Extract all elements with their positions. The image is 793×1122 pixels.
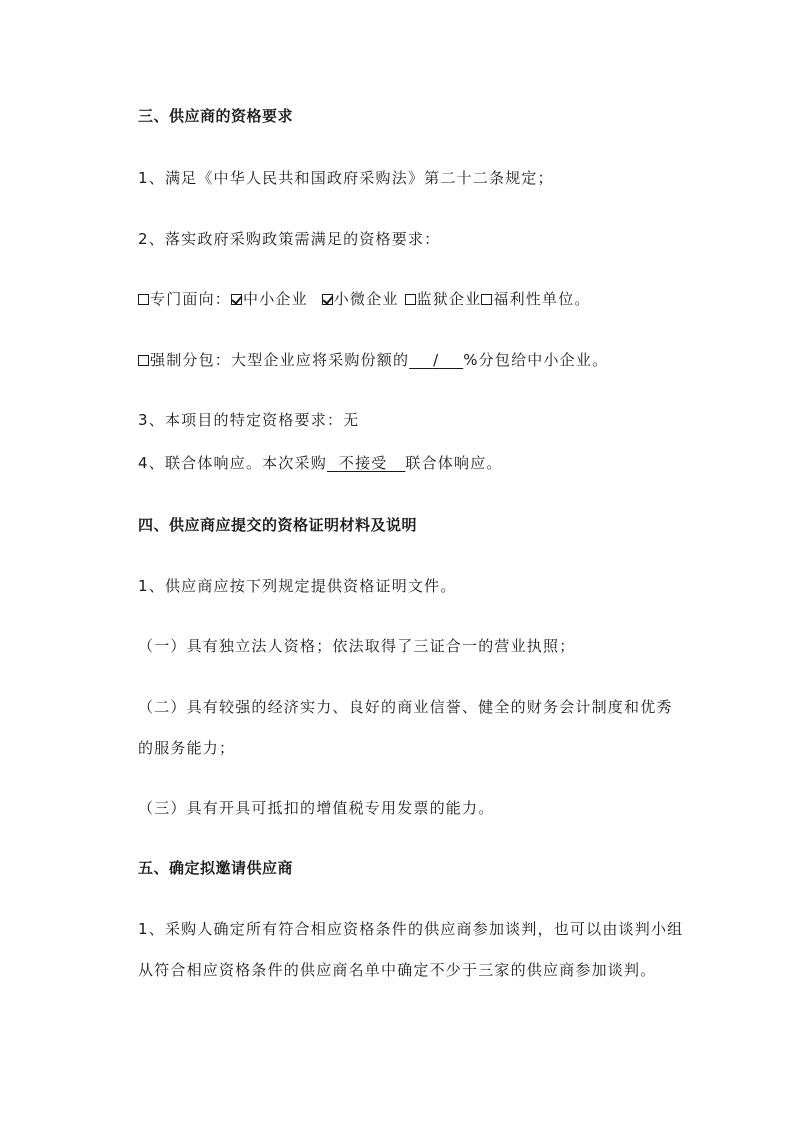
section-4-sub-1: （一）具有独立法人资格；依法取得了三证合一的营业执照； (138, 637, 576, 655)
mandatory-subcontract-row (138, 350, 733, 370)
section-5-item-1-line-1: 1、采购人确定所有符合相应资格条件的供应商参加谈判，也可以由谈判小组 (138, 920, 684, 938)
section-4-sub-2-line-2: 的服务能力； (138, 739, 236, 757)
special-label: 专门面向： (150, 290, 232, 308)
section-5-item-1-line-2: 从符合相应资格条件的供应商名单中确定不少于三家的供应商参加谈判。 (138, 961, 657, 979)
checkbox-micro-checked[interactable] (322, 294, 333, 305)
checkbox-special-unchecked[interactable] (138, 294, 149, 305)
item4-suffix: 联合体响应。 (405, 454, 503, 472)
checkbox-prison-unchecked[interactable] (405, 294, 416, 305)
section-5-heading: 五、确定拟邀请供应商 (138, 859, 294, 877)
special-targeting-row (138, 289, 733, 309)
checkbox-welfare-unchecked[interactable] (481, 294, 492, 305)
checkbox-sme-checked[interactable] (231, 294, 242, 305)
section-4-item-1: 1、供应商应按下列规定提供资格证明文件。 (138, 577, 457, 595)
section-4-sub-2-line-1: （二）具有较强的经济实力、良好的商业信誉、健全的财务会计制度和优秀 (138, 698, 673, 716)
item4-prefix: 4、联合体响应。本次采购 (138, 454, 327, 472)
section-3-heading: 三、供应商的资格要求 (138, 107, 294, 125)
section-3-item-4 (138, 453, 733, 473)
option-welfare: 福利性单位。 (493, 290, 591, 308)
option-sme: 中小企业 (243, 290, 308, 308)
item4-value: 不接受 (338, 454, 388, 472)
section-3-item-1: 1、满足《中华人民共和国政府采购法》第二十二条规定； (138, 169, 554, 187)
option-micro: 小微企业 (333, 290, 399, 308)
mandatory-value: / (433, 351, 440, 369)
mandatory-prefix: 强制分包：大型企业应将采购份额的 (150, 351, 410, 369)
section-3-item-2: 2、落实政府采购政策需满足的资格要求： (138, 230, 441, 248)
checkbox-mandatory-unchecked[interactable] (138, 355, 149, 366)
section-4-heading: 四、供应商应提交的资格证明材料及说明 (138, 516, 418, 534)
section-4-sub-3: （三）具有开具可抵扣的增值税专用发票的能力。 (138, 799, 495, 817)
option-prison: 监狱企业 (416, 290, 482, 308)
mandatory-suffix: %分包给中小企业。 (463, 351, 609, 369)
section-3-item-3: 3、本项目的特定资格要求：无 (138, 411, 360, 429)
